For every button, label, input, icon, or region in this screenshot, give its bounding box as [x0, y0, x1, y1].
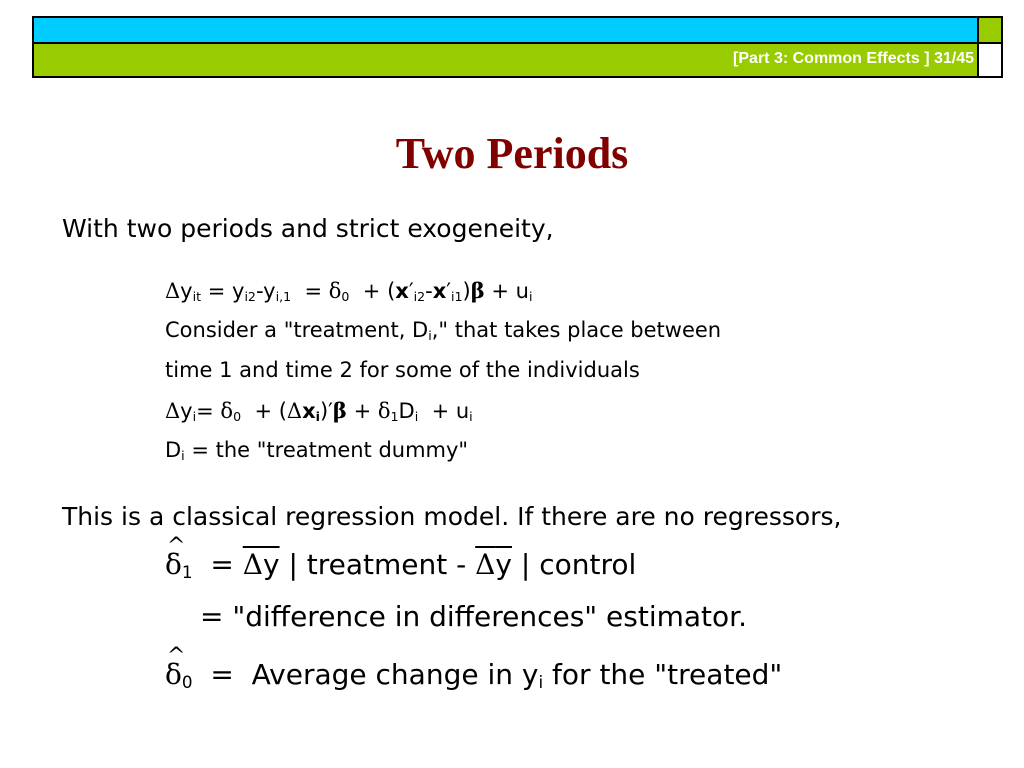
delta-lower-symbol: δ	[220, 399, 234, 423]
header-corner-square-bottom	[977, 42, 1003, 78]
eq2-x-bold: x	[302, 399, 316, 423]
delta-symbol: Δ	[165, 399, 181, 423]
equation-diff-in-diff	[165, 548, 636, 582]
eq1-y: y	[180, 279, 193, 303]
delta-symbol-2: Δ	[286, 399, 303, 423]
eq1-sub-u-i: i	[528, 289, 533, 305]
eq3-y-2: y	[495, 548, 512, 581]
eq1-minus-y: -y	[255, 279, 276, 303]
beta-symbol: β	[470, 278, 485, 303]
eq4-sub-i: i	[538, 672, 544, 693]
eq1-x-bold-2: x	[432, 279, 447, 303]
line2-sub-i: i	[428, 328, 432, 344]
eq2-plus-u: + u	[431, 399, 470, 423]
header-top-bar	[32, 16, 979, 44]
diff-in-diff-estimator-text: = "difference in differences" estimator.	[200, 600, 748, 633]
eq1-plus-u: + u	[491, 279, 529, 303]
eq3-bar: |	[520, 548, 531, 581]
delta-hat-symbol: ^ δ	[165, 548, 182, 581]
eq2-plus-open: + (	[254, 399, 287, 423]
equation-treatment-model	[165, 398, 473, 424]
eq1-x-bold: x	[395, 279, 409, 303]
eq2-sub-u-i: i	[469, 409, 473, 425]
eq1-sub-i1: i,1	[275, 289, 292, 305]
eq1-prime-b: ′	[446, 279, 452, 303]
eq2-close-prime: )′	[319, 399, 333, 423]
delta-lower-symbol: δ	[328, 279, 342, 303]
eq2-y: y	[180, 399, 193, 423]
slide-counter: [Part 3: Common Effects ] 31/45	[733, 50, 974, 67]
eq1-sub-x-i2: i2	[413, 289, 426, 305]
intro-text: With two periods and strict exogeneity,	[62, 214, 554, 243]
eq4-equals: =	[210, 658, 234, 691]
treatment-description-line1	[165, 318, 721, 343]
eq2-sub-D-i: i	[414, 409, 419, 425]
eq1-eq-y: = y	[207, 279, 245, 303]
slide-title: Two Periods	[395, 129, 629, 178]
eq1-sub-x-i1: i1	[451, 289, 463, 305]
line5-sub-i: i	[181, 448, 185, 464]
delta-y-treatment-bar	[243, 548, 280, 581]
line5-D: D	[165, 438, 182, 462]
eq2-sub-0: 0	[233, 409, 242, 425]
eq1-sub-i2: i2	[244, 289, 256, 305]
eq3-y: y	[262, 548, 280, 581]
eq1-sub-it: it	[192, 289, 202, 305]
eq2-eq: =	[196, 399, 214, 423]
eq3-mid: | treatment -	[288, 548, 467, 581]
eq1-equals: =	[304, 279, 323, 303]
eq3-sub-1: 1	[181, 562, 193, 583]
delta-symbol: Δ	[242, 548, 263, 581]
delta-hat-symbol: ^ δ	[165, 658, 182, 691]
equation-average-change	[165, 658, 782, 692]
eq2-plus: +	[353, 399, 372, 423]
line2-b: ," that takes place between	[431, 318, 722, 342]
delta-symbol: Δ	[165, 279, 181, 303]
line2-a: Consider a "treatment, D	[165, 318, 429, 342]
eq3-equals: =	[210, 548, 234, 581]
regression-paragraph: This is a classical regression model. If there are no regressors,	[62, 502, 842, 531]
treatment-description-line2: time 1 and time 2 for some of the individuals	[165, 358, 640, 382]
eq2-D: D	[398, 399, 415, 423]
eq4-rest: for the "treated"	[552, 658, 783, 691]
eq1-dash: -	[425, 279, 433, 303]
eq1-plus-open: + (	[362, 279, 396, 303]
eq2-sub-x-i: i	[315, 409, 320, 425]
eq1-close: )	[462, 279, 471, 303]
beta-symbol: β	[332, 398, 347, 423]
eq3-ctrl: control	[539, 548, 637, 581]
treatment-dummy-definition	[165, 438, 468, 463]
eq1-sub-0: 0	[341, 289, 350, 305]
delta-lower-symbol-2: δ	[377, 399, 391, 423]
eq4-sub-0: 0	[181, 672, 193, 693]
eq4-text: Average change in y	[251, 658, 539, 691]
eq1-prime-a: ′	[408, 279, 414, 303]
header-corner-square-top	[977, 16, 1003, 44]
eq2-sub-1: 1	[390, 409, 399, 425]
delta-y-control-bar	[475, 548, 512, 581]
equation-first-difference	[165, 278, 532, 304]
eq2-sub-i: i	[192, 409, 197, 425]
delta-symbol-2: Δ	[475, 548, 496, 581]
line5-rest: = the "treatment dummy"	[191, 438, 469, 462]
